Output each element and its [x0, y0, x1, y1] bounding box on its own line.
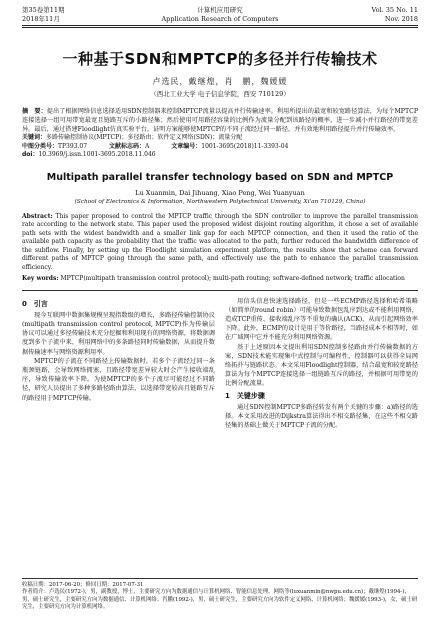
abstract-label-en: Abstract: [22, 212, 53, 220]
column-right [225, 297, 418, 431]
keywords-en [22, 275, 418, 284]
body-columns [22, 297, 418, 431]
header-rule-thin [22, 27, 418, 28]
journal-header [22, 0, 418, 30]
english-authors: Lu Xuanmin, Dai Jihuang, Xiao Peng, Wei Yuanyuan [135, 188, 305, 197]
paragraph: 用信头信息快速选择路径，但是一些ECMP路径选择和哈希策略（如简单的round robin）可能导致数据包乱序到达或不能利用网络，造成TCP重传、接收端乱序等不重复的确认(ACK)，从而引起网络效率下降。此外，ECMP的设计是用于等价路径，当路径成本不相等时，如在广域网中它并不能充分利用网络资源。 [225, 297, 418, 342]
author-bio: 作者简介：卢选民(1972-)，男，副教授，博士，主要研究方向为数据通信与计算机网络、智能信息处理、网络等(luxuanmin@nwpu.edu.cn)；戴继煌(1994-)，男，硕士研究生，主要研究方向为数据通信、计算机网络；肖鹏(1992-)，男，硕士研究生，主要研究方向为软件定义网络、计算机网络；魏媛媛(1993-)，女，硕士研究生，主要研究方向为计算机网络。 [22, 589, 418, 611]
header-center [22, 6, 418, 23]
doi-line [22, 151, 418, 160]
section-divider [22, 290, 418, 291]
keywords-zh [22, 134, 418, 143]
affiliation: （西北工业大学 电子信息学院，西安 710129） [150, 90, 290, 98]
keywords-text-en: MPTCP(multipath transmission control protocol); multi-path routing; software-defined network; traffic allocation [60, 275, 405, 282]
header-right [372, 6, 418, 23]
doc-value: A [145, 142, 150, 150]
doi-value: 10.3969/j.issn.1001-3695.2018.11.046 [38, 151, 156, 158]
date-zh: 2018年11月 [22, 14, 60, 23]
volume-issue-en: Vol. 35 No. 11 [371, 6, 418, 14]
doi-label: doi： [22, 151, 39, 158]
column-left [22, 297, 215, 431]
abstract-text-en: This paper proposed to control the MPTCP traffic through the SDN controller to improve the parallel transmission rate according to the network state. This paper used the proposed widest disjoint routing algorithm, it chose a set of available path sets with the widest bandwidth and a smaller link gap for each MPTCP connection, and then it used the ratio of the available path capacity as the probability that the traffic was allocated to the path, further reduced the bandwidth difference of the subflow. Finally, by setting up the Floodlight simulation experiment platform, the results show that scheme can forward different paths of MPTCP going through the same path, and effectively use the path to enhance the parallel transmission efficiency. [22, 212, 418, 271]
header-rule-thick [22, 25, 418, 26]
keywords-label-zh: 关键词： [22, 134, 47, 141]
abstract-text-zh: 提出了根据网络信息选择适用SDN控制器来控制MPTCP流量以提高并行传输速率。利用所提出的最宽和较宽路径算法，为每个MPTCP连接选择一组可用带宽最宽且链路互斥的小路径集；然后使用可用路径容量的比例作为流量分配到该路径的概率，进一步减小并行路径的带宽差异。最后，通过搭建Floodlight仿真实验平台，证明方案能够使MPTCP的不同子流经过同一路径，并有效地利用路径提升并行传输效率。 [22, 108, 418, 133]
english-affiliation: (School of Electronics & Information, Northwestern Polytechnical University, Xi'an 710129, China) [74, 198, 366, 205]
english-abstract [22, 213, 418, 273]
classification-line [22, 143, 418, 152]
chinese-abstract [22, 107, 418, 134]
paragraph: 通过SDN控制MPTCP多路径转发有两个关键的步骤：a)路径的选择。本文采用改进的Dijkstra算法得出不相交路径集，在这些不相交路径集的基础上做关于MPTCP子流的分配。 [225, 403, 418, 430]
footnote [22, 578, 418, 612]
clc-value: TP393.07 [58, 142, 88, 150]
paragraph: 基于上述原因本文提出利用SDN控制多径路由并行传输数据的方案，SDN技术能实现集中式控制与可编程性，控制器可以获得全局网络拓扑与链路状态。本文采用Floodlight控制器，结合最宽和较宽路径算法为每个MPTCP连接选择一组链路互斥的路径，并根据可用带宽的比例分配流量。 [225, 343, 418, 388]
paragraph: 现今互联网中数据集规模呈现指数级的增长，多路径传输控制协议(multipath transmission control protocol, MPTCP)作为传输层协议可以通过多径传输技术充分挖掘和利用现有的网络资源，将数据调度到多个子流中来，利用网络中的多条路径同时传输数据，从而提升数据传输速率与网络资源利用率。 [22, 311, 215, 356]
date-en: Nov. 2018 [384, 14, 418, 23]
section-heading-key-steps: 1 关键步骤 [225, 391, 265, 400]
volume-issue-zh: 第35卷第11期 [22, 6, 65, 14]
author-list: 卢选民，戴继煌，肖 鹏，魏媛媛 [152, 77, 288, 86]
doc-label: 文献标志码： [108, 142, 145, 150]
article-value: 1001-3695(2018)11-3393-04 [201, 142, 289, 150]
clc-label: 中图分类号： [22, 142, 59, 150]
received-date: 收稿日期：2017-06-20；修回日期：2017-07-31 [22, 581, 144, 588]
journal-name-en: Application Research of Computers [161, 14, 279, 23]
keywords-label-en: Key words: [22, 275, 59, 282]
keywords-text-zh: 多路传输控制协议(MPTCP)；多径路由；软件定义网络(SDN)；流量分配 [46, 134, 243, 141]
paper-title: 一种基于SDN和MPTCP的多径并行传输技术 [62, 50, 378, 68]
article-label: 文章编号： [171, 142, 202, 150]
section-heading-intro: 0 引言 [22, 299, 48, 308]
paragraph: MPTCP的子流在不同路径上传输数据时，若多个子流经过同一条瓶颈链路，会导致网络拥塞，且路径带宽差异较大时会产生接收端乱序，导致传输效率下降。为使MPTCP的多个子流尽可能经过不同路径，研究人员提出了多种多路径路由算法，以选择带宽较高且链路互斥的路径用于MPTCP传输。 [22, 357, 215, 402]
abstract-label-zh: 摘 要： [22, 108, 47, 115]
english-title: Multipath parallel transfer technology based on SDN and MPTCP [46, 171, 394, 183]
journal-name-zh: 计算机应用研究 [197, 6, 243, 14]
